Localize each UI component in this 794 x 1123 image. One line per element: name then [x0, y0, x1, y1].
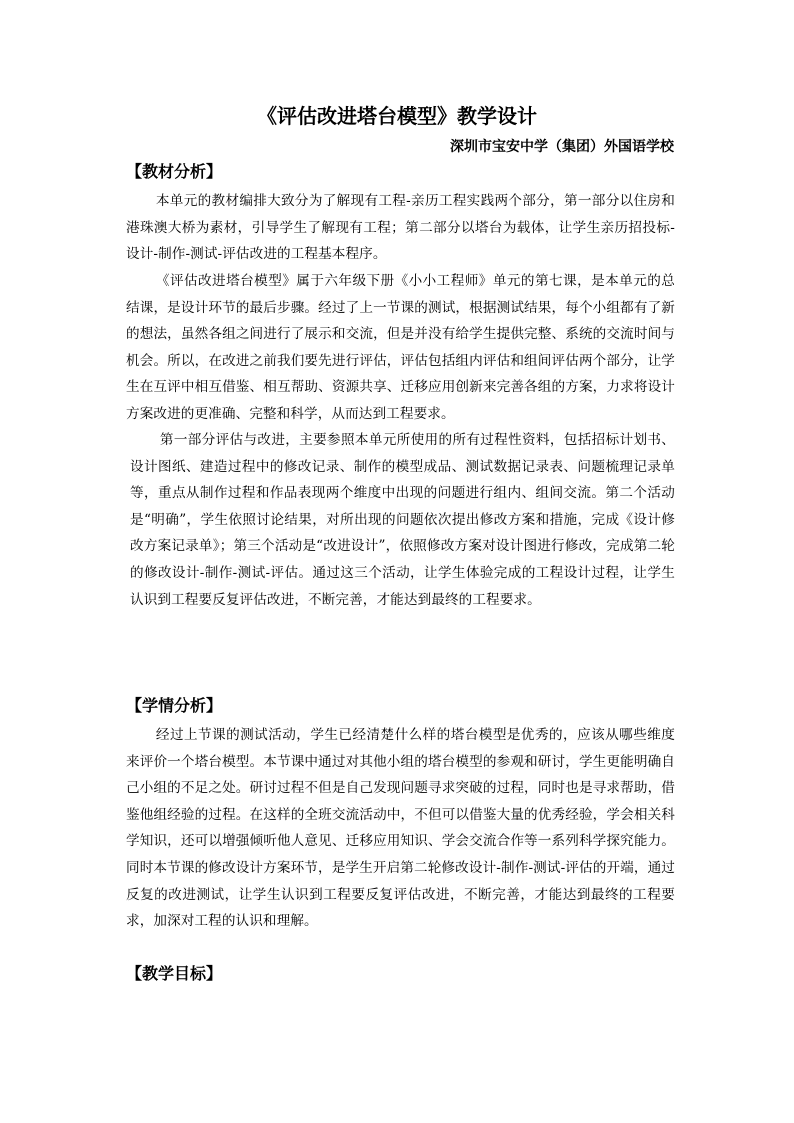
section-heading-teaching-goals: 【教学目标】 [126, 964, 223, 983]
paragraph-textbook-2: 《评估改进塔台模型》属于六年级下册《小小工程师》单元的第七课，是本单元的总结课，是设计环节的最后步骤。经过了上一节课的测试，根据测试结果，每个小组都有了新的想法，虽然各组之间进行了展示和交流，但是并没有给学生提供完整、系统的交流时间与机会。所以，在改进之前我们要先进行评估，评估包括组内评估和组间评估两个部分，让学生在互评中相互借鉴、相互帮助、资源共享、迁移应用创新来完善各组的方案，力求将设计方案改进的更准确、完整和科学，从而达到工程要求。 [126, 273, 675, 422]
paragraph-student-1: 经过上节课的测试活动，学生已经清楚什么样的塔台模型是优秀的，应该从哪些维度来评价一个塔台模型。本节课中通过对其他小组的塔台模型的参观和研讨，学生更能明确自己小组的不足之处。研讨过程不但是自己发现问题寻求突破的过程，同时也是寻求帮助，借鉴他组经验的过程。在这样的全班交流活动中，不但可以借鉴大量的优秀经验，学会相关科学知识，还可以增强倾听他人意见、迁移应用知识、学会交流合作等一系列科学探究能力。同时本节课的修改设计方案环节，是学生开启第二轮修改设计-制作-测试-评估的开端，通过反复的改进测试，让学生认识到工程要反复评估改进，不断完善，才能达到最终的工程要求，加深对工程的认识和理解。 [126, 727, 675, 930]
paragraph-textbook-3: 第一部分评估与改进，主要参照本单元所使用的所有过程性资料，包括招标计划书、设计图纸、建造过程中的修改记录、制作的模型成品、测试数据记录表、问题梳理记录单等，重点从制作过程和作品表现两个维度中出现的问题进行组内、组间交流。第二个活动是“明确”，学生依照讨论结果，对所出现的问题依次提出修改方案和措施，完成《设计修改方案记录单》；第三个活动是“改进设计”，依照修改方案对设计图进行修改，完成第二轮的修改设计-制作-测试-评估。通过这三个活动，让学生体验完成的工程设计过程，让学生认识到工程要反复评估改进，不断完善，才能达到最终的工程要求。 [130, 432, 675, 608]
paragraph-textbook-1: 本单元的教材编排大致分为了解现有工程-亲历工程实践两个部分，第一部分以住房和港珠澳大桥为素材，引导学生了解现有工程；第二部分以塔台为载体，让学生亲历招投标-设计-制作-测试-评估改进的工程基本程序。 [126, 193, 675, 263]
school-name: 深圳市宝安中学（集团）外国语学校 [450, 139, 674, 155]
section-heading-textbook-analysis: 【教材分析】 [126, 162, 223, 181]
document-title: 《评估改进塔台模型》教学设计 [257, 104, 537, 128]
section-heading-student-analysis: 【学情分析】 [126, 696, 223, 715]
